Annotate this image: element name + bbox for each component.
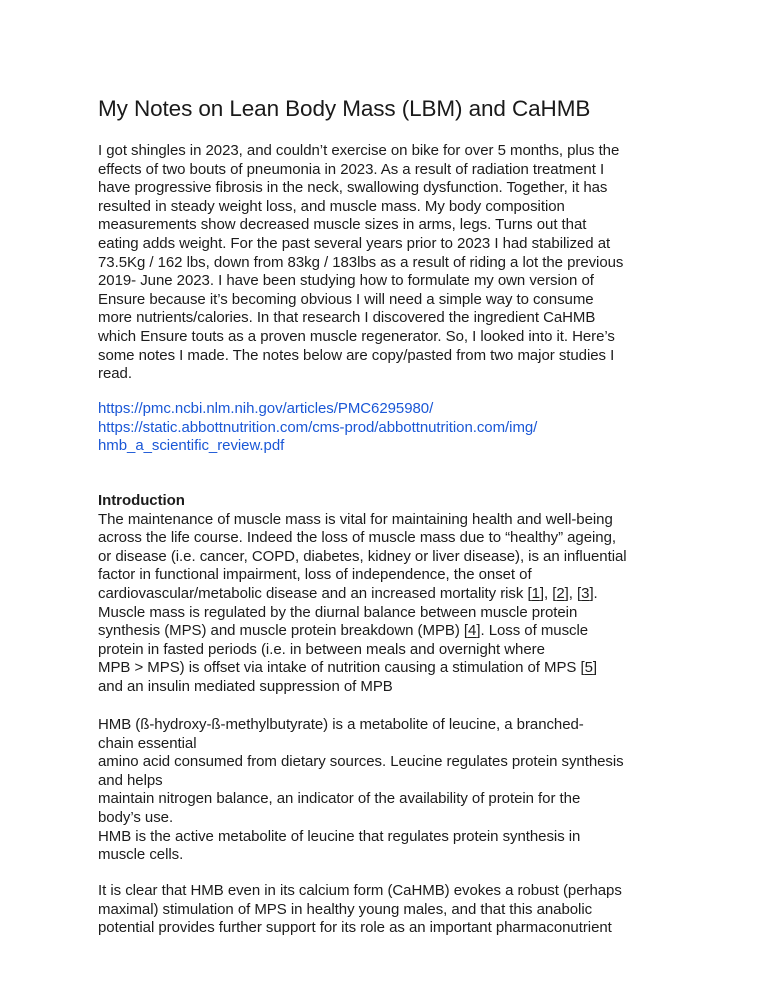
reference-link-3[interactable]: 3 [581,584,590,602]
text-fragment: synthesis (MPS) and muscle protein breakdown (MPB) [ [98,622,469,640]
text-line: 2019- June 2023. I have been studying how to formulate my own version of [98,272,594,290]
text-line: and helps [98,771,163,789]
reference-link-2[interactable]: 2 [556,584,565,602]
text-line: read. [98,365,132,383]
text-line: measurements show decreased muscle sizes in arms, legs. Turns out that [98,216,587,234]
text-line: amino acid consumed from dietary sources. Leucine regulates protein synthesis [98,753,624,771]
text-line: have progressive fibrosis in the neck, swallowing dysfunction. Together, it has [98,179,608,197]
text-line: or disease (i.e. cancer, COPD, diabetes, kidney or liver disease), is an influential [98,547,627,565]
text-line: The maintenance of muscle mass is vital for maintaining health and well-being [98,510,613,528]
text-fragment: MPB > MPS) is offset via intake of nutrition causing a stimulation of MPS [ [98,659,585,677]
reference-link-1[interactable]: 1 [531,584,540,602]
text-line: protein in fasted periods (i.e. in between meals and overnight where [98,640,545,658]
text-line-with-refs [98,622,688,641]
text-line: factor in functional impairment, loss of independence, the onset of [98,566,532,584]
text-line: Muscle mass is regulated by the diurnal balance between muscle protein [98,603,578,621]
text-line: some notes I made. The notes below are copy/pasted from two major studies I [98,346,615,364]
text-line: Ensure because it’s becoming obvious I will need a simple way to consume [98,290,594,308]
text-line: body’s use. [98,808,174,826]
text-fragment: ]. [589,584,598,602]
text-line: across the life course. Indeed the loss of muscle mass due to “healthy” ageing, [98,529,616,547]
abbott-review-link[interactable]: https://static.abbottnutrition.com/cms-prod/abbottnutrition.com/img/ [98,418,538,436]
text-line: HMB (ß-hydroxy-ß-methylbutyrate) is a metabolite of leucine, a branched- [98,716,584,733]
text-line: potential provides further support for its role as an important pharmaconutrient [98,919,612,937]
text-line: 73.5Kg / 162 lbs, down from 83kg / 183lbs as a result of riding a lot the previous [98,253,624,271]
text-line: I got shingles in 2023, and couldn’t exercise on bike for over 5 months, plus the [98,142,620,159]
text-line-with-refs [98,659,688,678]
text-fragment: ] [592,659,598,677]
text-fragment: ], [ [539,584,557,602]
text-line: more nutrients/calories. In that research I discovered the ingredient CaHMB [98,309,596,327]
text-line: HMB is the active metabolite of leucine that regulates protein synthesis in [98,827,581,845]
text-line: eating adds weight. For the past several years prior to 2023 I had stabilized at [98,234,611,252]
reference-link-4[interactable]: 4 [468,622,477,640]
text-line: resulted in steady weight loss, and muscle mass. My body composition [98,197,565,215]
text-line: It is clear that HMB even in its calcium form (CaHMB) evokes a robust (perhaps [98,882,622,899]
abbott-review-link-continued[interactable]: hmb_a_scientific_review.pdf [98,437,285,455]
text-line: muscle cells. [98,846,184,864]
cahmb-paragraph [98,882,688,938]
text-line: maintain nitrogen balance, an indicator of the availability of protein for the [98,790,581,808]
section-heading-introduction: Introduction [98,492,185,509]
document-title: My Notes on Lean Body Mass (LBM) and CaHMB [98,96,591,121]
pmc-article-link[interactable]: https://pmc.ncbi.nlm.nih.gov/articles/PMC6295980/ [98,400,434,417]
text-fragment: cardiovascular/metabolic disease and an increased mortality risk [ [98,584,532,602]
text-line: effects of two bouts of pneumonia in 2023. As a result of radiation treatment I [98,160,605,178]
text-fragment: ], [ [564,584,582,602]
text-line: which Ensure touts as a proven muscle regenerator. So, I looked into it. Here’s [98,327,615,345]
introduction-section [98,492,688,697]
hmb-paragraph [98,716,688,865]
text-fragment: ]. Loss of muscle [476,622,589,640]
text-line: maximal) stimulation of MPS in healthy young males, and that this anabolic [98,900,593,918]
reference-link-5[interactable]: 5 [584,659,593,677]
text-line-with-refs [98,585,688,604]
source-links [98,400,688,456]
intro-paragraph [98,142,688,384]
text-line: chain essential [98,734,197,752]
text-line: and an insulin mediated suppression of MPB [98,677,393,695]
